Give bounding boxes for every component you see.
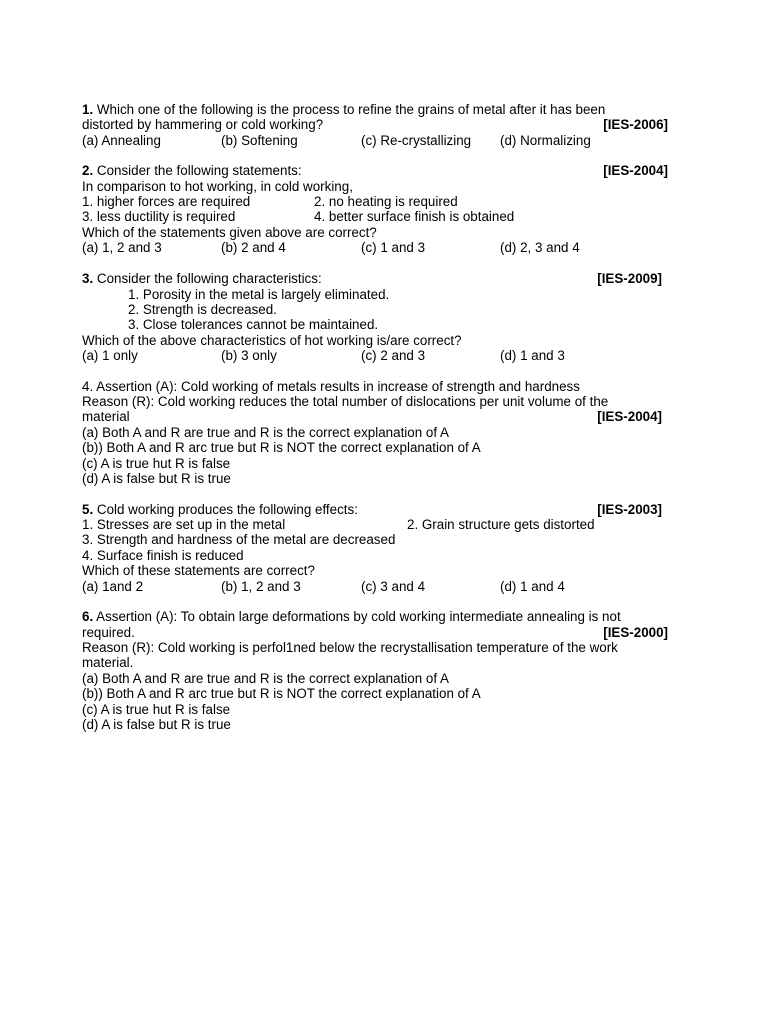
q3-option-c: (c) 2 and 3 (361, 348, 426, 363)
q5-option-b: (b) 1, 2 and 3 (221, 579, 301, 594)
q6-option-d: (d) A is false but R is true (82, 717, 231, 732)
q5-option-c: (c) 3 and 4 (361, 579, 426, 594)
q5-option-d: (d) 1 and 4 (500, 579, 565, 594)
q1-line2 (82, 117, 668, 133)
q4-reason: Reason (R): Cold working reduces the total number of dislocations per unit volume of the (82, 394, 609, 409)
q1-text-cont: distorted by hammering or cold working? (82, 117, 324, 132)
q3-option-d: (d) 1 and 3 (500, 348, 565, 363)
q1-number: 1. (82, 102, 94, 117)
q5-number: 5. (82, 502, 94, 517)
q2-line2 (82, 179, 668, 195)
q3-line1 (82, 271, 662, 287)
q6-reason: Reason (R): Cold working is perfol1ned below the recrystallisation temperature of the work (82, 640, 618, 655)
q6-line3 (82, 640, 668, 656)
q5-options (82, 579, 668, 595)
q1-option-d: (d) Normalizing (500, 133, 591, 148)
q3-option-b: (b) 3 only (221, 348, 277, 363)
q3-question-text: Which of the above characteristics of hot working is/are correct? (82, 333, 462, 348)
q5-stmt-1: 1. Stresses are set up in the metal (82, 517, 286, 532)
q4-option-d: (d) A is false but R is true (82, 471, 231, 486)
q3-number: 3. (82, 271, 94, 286)
q6-line4 (82, 655, 668, 671)
q4-line2 (82, 394, 668, 410)
q3-item-2: 2. Strength is decreased. (128, 302, 277, 317)
q1-tag: [IES-2006] (603, 117, 668, 132)
q3-text: Consider the following characteristics: (96, 271, 322, 286)
q3-item-1: 1. Porosity in the metal is largely eliminated. (128, 287, 390, 302)
q6-number: 6. (82, 609, 94, 624)
q6-assertion: Assertion (A): To obtain large deformations by cold working intermediate annealing is not (96, 609, 621, 624)
q2-stmts-row1 (82, 194, 668, 210)
q2-question (82, 225, 668, 241)
q4-assertion: 4. Assertion (A): Cold working of metals results in increase of strength and hardness (82, 379, 580, 394)
q2-question-text: Which of the statements given above are correct? (82, 225, 377, 240)
q5-option-a: (a) 1and 2 (82, 579, 144, 594)
q3-options (82, 348, 668, 364)
q4-line3 (82, 409, 662, 425)
q4-line1 (82, 379, 668, 395)
q3-question (82, 333, 668, 349)
q5-line1 (82, 502, 662, 518)
q2-stmt-2: 2. no heating is required (314, 194, 458, 209)
q2-stmts-row2 (82, 209, 668, 225)
q6-option-a: (a) Both A and R are true and R is the correct explanation of A (82, 671, 449, 686)
q2-stmt-3: 3. less ductility is required (82, 209, 236, 224)
q2-text-cont: In comparison to hot working, in cold working, (82, 179, 353, 194)
q6-assertion-cont: required. (82, 625, 135, 640)
q5-tag: [IES-2003] (597, 502, 662, 517)
q6-option-c: (c) A is true hut R is false (82, 702, 231, 717)
q3-item-3: 3. Close tolerances cannot be maintained. (128, 317, 379, 332)
q1-option-c: (c) Re-crystallizing (361, 133, 472, 148)
q3-option-a: (a) 1 only (82, 348, 138, 363)
q6-reason-cont: material. (82, 655, 134, 670)
q2-number: 2. (82, 163, 94, 178)
q2-options (82, 240, 668, 256)
q2-option-a: (a) 1, 2 and 3 (82, 240, 162, 255)
q4-option-b: (b)) Both A and R arc true but R is NOT the correct explanation of A (82, 440, 481, 455)
q5-question-text: Which of these statements are correct? (82, 563, 315, 578)
q2-line1 (82, 163, 668, 179)
q5-stmt-3: 3. Strength and hardness of the metal are decreased (82, 532, 396, 547)
q2-option-d: (d) 2, 3 and 4 (500, 240, 580, 255)
q2-stmt-1: 1. higher forces are required (82, 194, 251, 209)
q1-option-b: (b) Softening (221, 133, 298, 148)
q4-option-c: (c) A is true hut R is false (82, 456, 231, 471)
q5-stmt-2: 2. Grain structure gets distorted (407, 517, 595, 532)
q1-text: Which one of the following is the process to refine the grains of metal after it has been (96, 102, 606, 117)
q6-line2 (82, 625, 668, 641)
q1-options (82, 133, 668, 149)
q4-option-a: (a) Both A and R are true and R is the correct explanation of A (82, 425, 449, 440)
q6-line1 (82, 609, 668, 625)
q5-stmt-4: 4. Surface finish is reduced (82, 548, 244, 563)
q4-tag: [IES-2004] (597, 409, 662, 424)
q5-text: Cold working produces the following effects: (96, 502, 358, 517)
q6-option-b: (b)) Both A and R arc true but R is NOT the correct explanation of A (82, 686, 481, 701)
q2-option-b: (b) 2 and 4 (221, 240, 286, 255)
q5-question (82, 563, 668, 579)
q3-tag: [IES-2009] (597, 271, 662, 286)
q2-stmt-4: 4. better surface finish is obtained (314, 209, 515, 224)
q2-text: Consider the following statements: (96, 163, 302, 178)
q5-stmts-row1 (82, 517, 668, 533)
q4-reason-cont: material (82, 409, 130, 424)
q1-line1 (82, 102, 668, 118)
q1-option-a: (a) Annealing (82, 133, 161, 148)
q2-tag: [IES-2004] (603, 163, 668, 178)
q2-option-c: (c) 1 and 3 (361, 240, 426, 255)
q6-tag: [IES-2000] (603, 625, 668, 640)
